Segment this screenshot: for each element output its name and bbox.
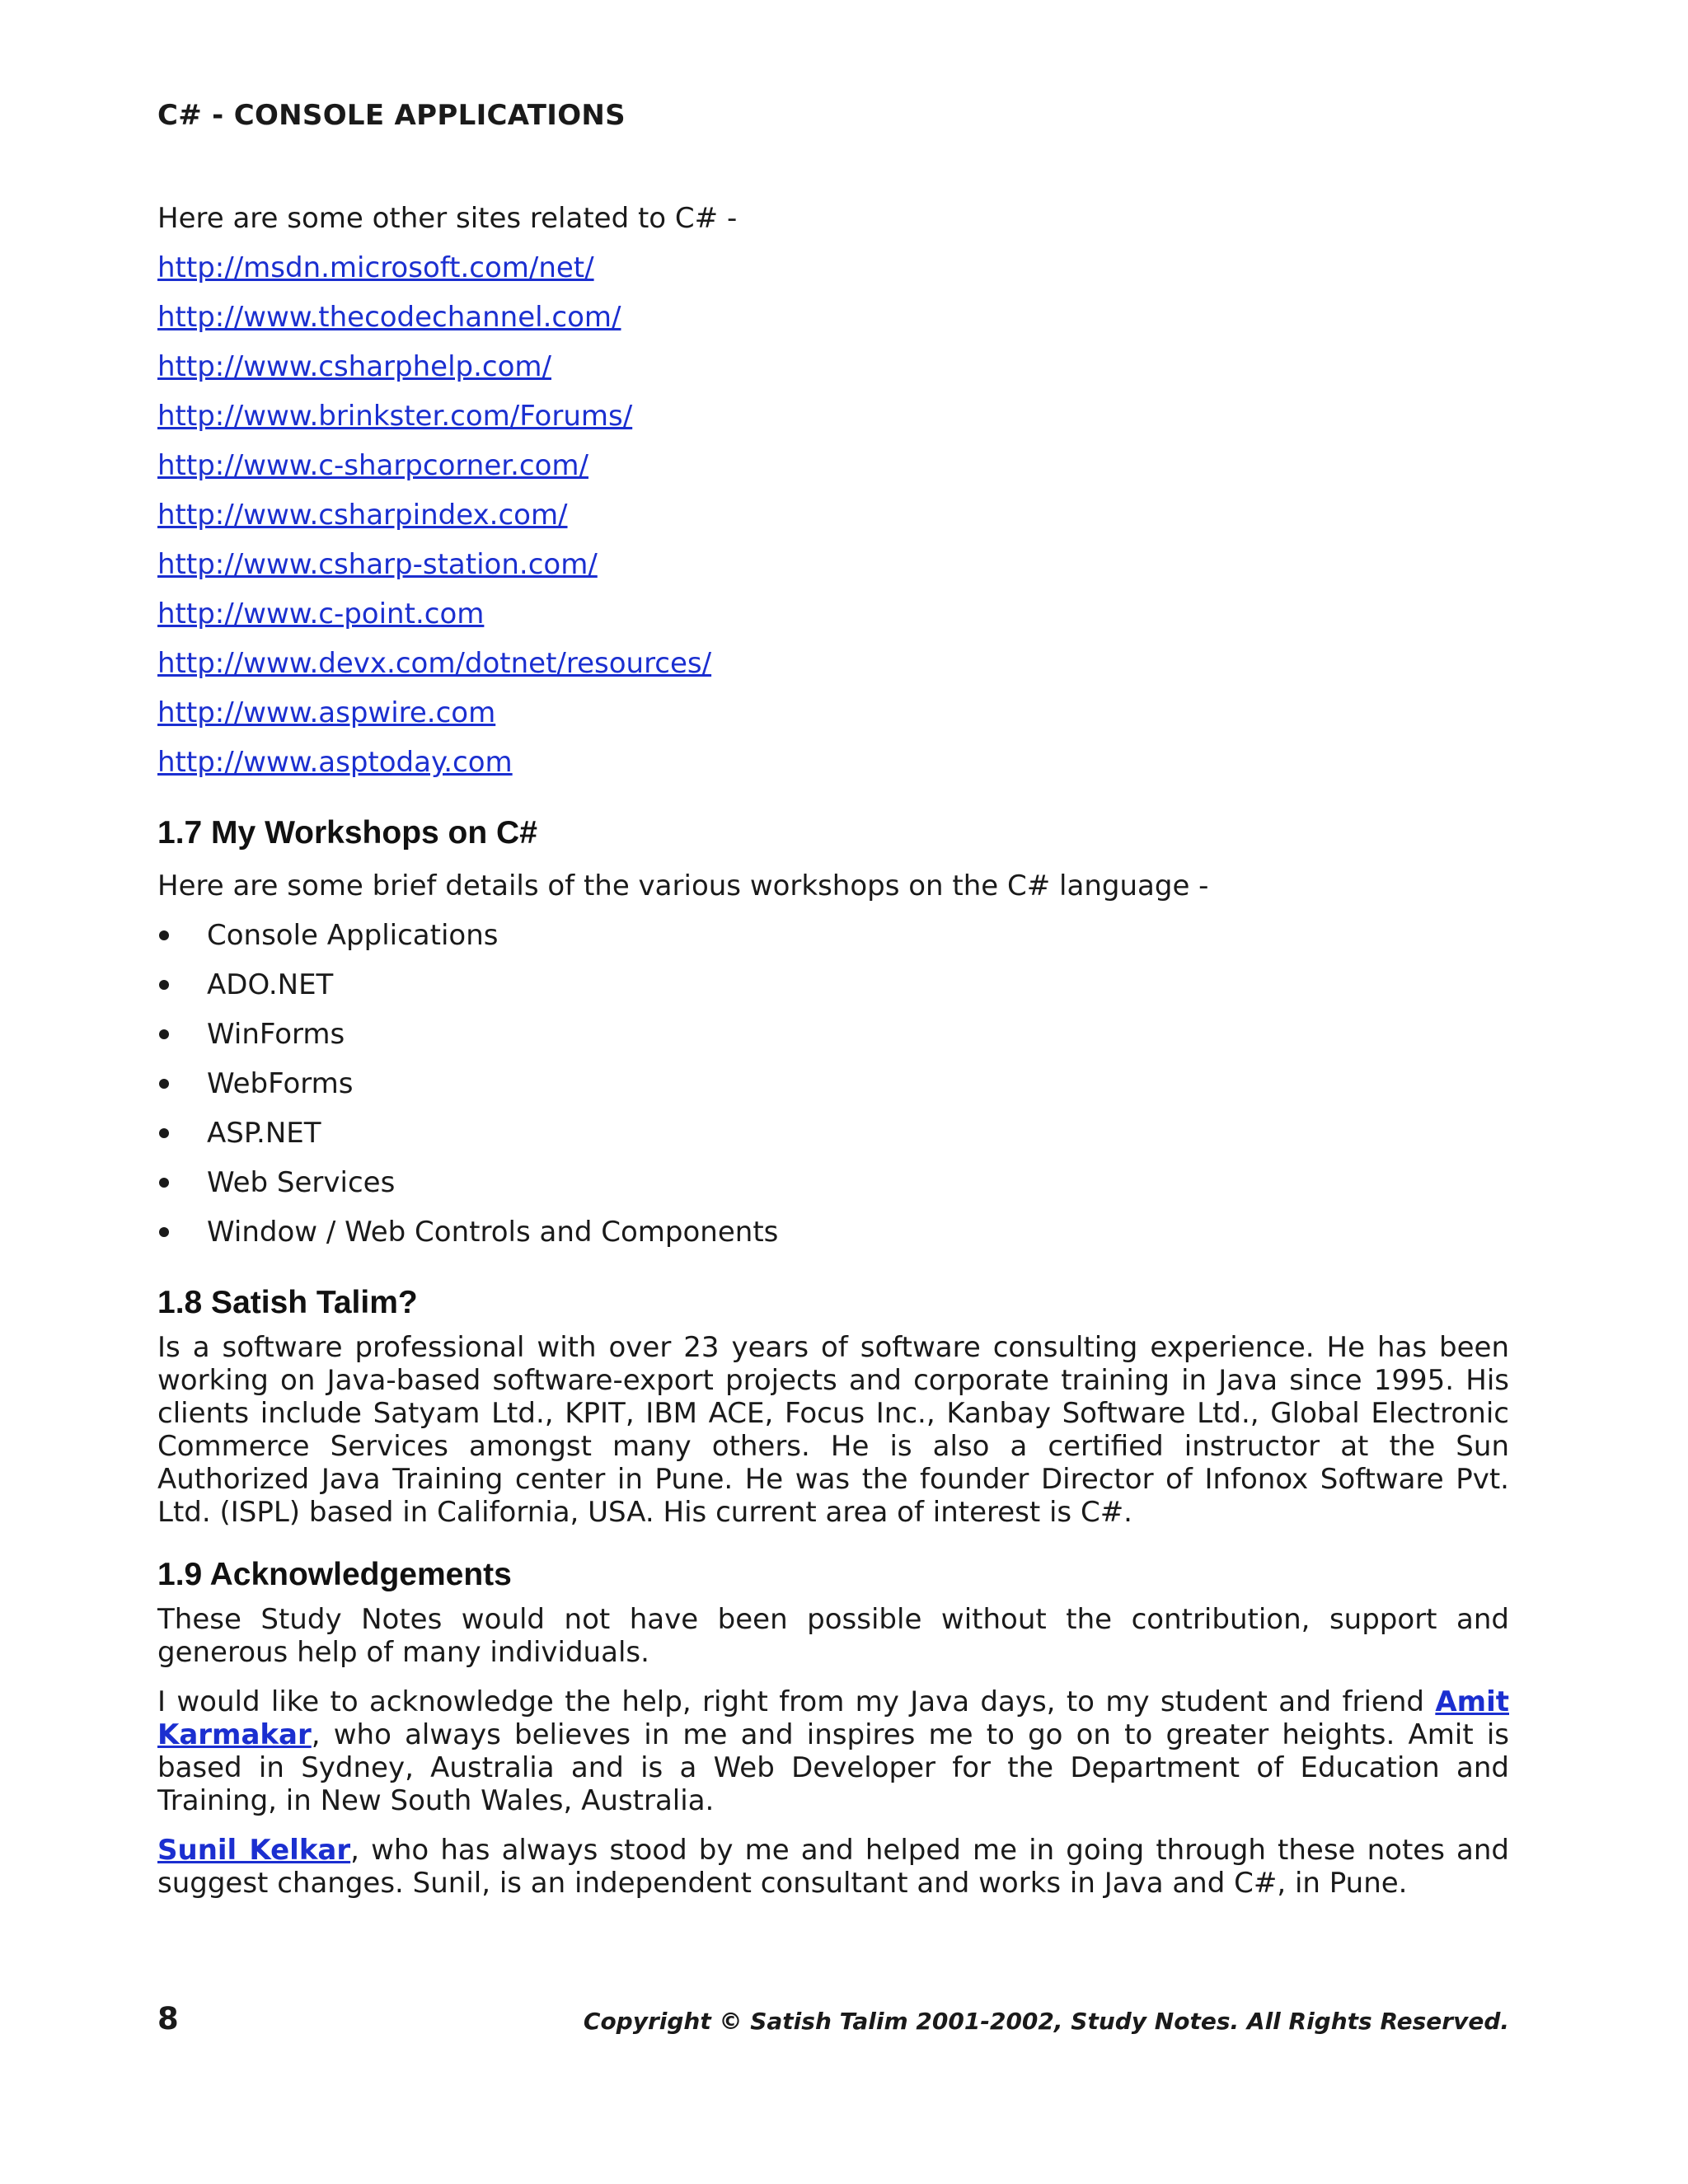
list-item [157,589,1509,639]
list-item [157,1158,1509,1207]
list-item [157,1010,1509,1059]
site-link[interactable]: http://www.c-point.com [157,598,485,630]
amit-karmakar-link[interactable]: Amit Karmakar [157,1685,1509,1751]
workshops-list [157,911,1509,1257]
workshop-item: Web Services [207,1166,396,1199]
workshops-lead: Here are some brief details of the various workshops on the C# language - [157,869,1209,902]
bullet-icon [159,930,169,940]
list-item [157,441,1509,490]
list-item [157,960,1509,1010]
list-item [157,1059,1509,1108]
copyright-notice: Copyright © Satish Talim 2001-2002, Study Notes. All Rights Reserved. [583,2008,1509,2035]
ack-text: , who has always stood by me and helped me in going through these notes and suggest changes. Sunil, is an independent consultant and works in Java and C#, in Pune. [157,1834,1509,1900]
page-number: 8 [157,2001,179,2036]
list-item [157,391,1509,441]
bullet-icon [159,1128,169,1138]
list-item [157,1207,1509,1257]
list-item [157,540,1509,589]
site-link[interactable]: http://www.asptoday.com [157,746,513,779]
ack-text: I would like to acknowledge the help, right from my Java days, to my student and friend [157,1685,1436,1718]
site-link[interactable]: http://www.c-sharpcorner.com/ [157,449,588,482]
site-link[interactable]: http://www.thecodechannel.com/ [157,301,621,334]
list-item [157,243,1509,293]
ack-text: , who always believes in me and inspires me to go on to greater heights. Amit is based in Sydney, Australia and is a Web Developer for the Department of Education and Training, in New South Wales, Australia. [157,1718,1509,1817]
workshop-item: Console Applications [207,919,499,952]
workshop-item: WebForms [207,1067,354,1100]
author-bio: Is a software professional with over 23 years of software consulting experience. He has been working on Java-based software-export projects and corporate training in Java since 1995. His clients include Satyam Ltd., KPIT, IBM ACE, Focus Inc., Kanbay Software Ltd., Global Electronic Commerce Services amongst many others. He is also a certified instructor at the Sun Authorized Java Training center in Pune. He was the founder Director of Infonox Software Pvt. Ltd. (ISPL) based in California, USA. His current area of interest is C#. [157,1331,1509,1529]
list-item [157,342,1509,391]
list-item [157,1108,1509,1158]
author-heading: 1.8 Satish Talim? [157,1285,418,1320]
site-link[interactable]: http://www.csharp-station.com/ [157,548,598,581]
site-link[interactable]: http://www.aspwire.com [157,696,496,729]
list-item [157,911,1509,960]
workshop-item: Window / Web Controls and Components [207,1216,779,1249]
page-content [157,194,1509,1900]
sites-link-list [157,243,1509,787]
acknowledgements-intro: These Study Notes would not have been possible without the contribution, support and generous help of many individuals. [157,1603,1509,1669]
acknowledgement-sunil [157,1834,1509,1900]
bullet-icon [159,1178,169,1188]
list-item [157,639,1509,688]
list-item [157,738,1509,787]
workshop-item: WinForms [207,1018,345,1051]
site-link[interactable]: http://www.csharphelp.com/ [157,350,551,383]
list-item [157,688,1509,738]
site-link[interactable]: http://www.csharpindex.com/ [157,499,568,532]
list-item [157,293,1509,342]
bullet-icon [159,1079,169,1089]
workshop-item: ADO.NET [207,968,334,1001]
site-link[interactable]: http://www.devx.com/dotnet/resources/ [157,647,712,680]
page-footer [157,2001,1509,2042]
site-link[interactable]: http://www.brinkster.com/Forums/ [157,400,633,433]
acknowledgements-heading: 1.9 Acknowledgements [157,1557,512,1592]
bullet-icon [159,1227,169,1237]
list-item [157,490,1509,540]
workshops-heading: 1.7 My Workshops on C# [157,815,537,851]
bullet-icon [159,1029,169,1039]
bullet-icon [159,980,169,990]
acknowledgement-amit [157,1685,1509,1817]
running-header: C# - CONSOLE APPLICATIONS [157,99,626,132]
sites-intro: Here are some other sites related to C# - [157,202,738,235]
sunil-kelkar-link[interactable]: Sunil Kelkar [157,1834,351,1867]
workshop-item: ASP.NET [207,1117,321,1150]
site-link[interactable]: http://msdn.microsoft.com/net/ [157,251,594,284]
